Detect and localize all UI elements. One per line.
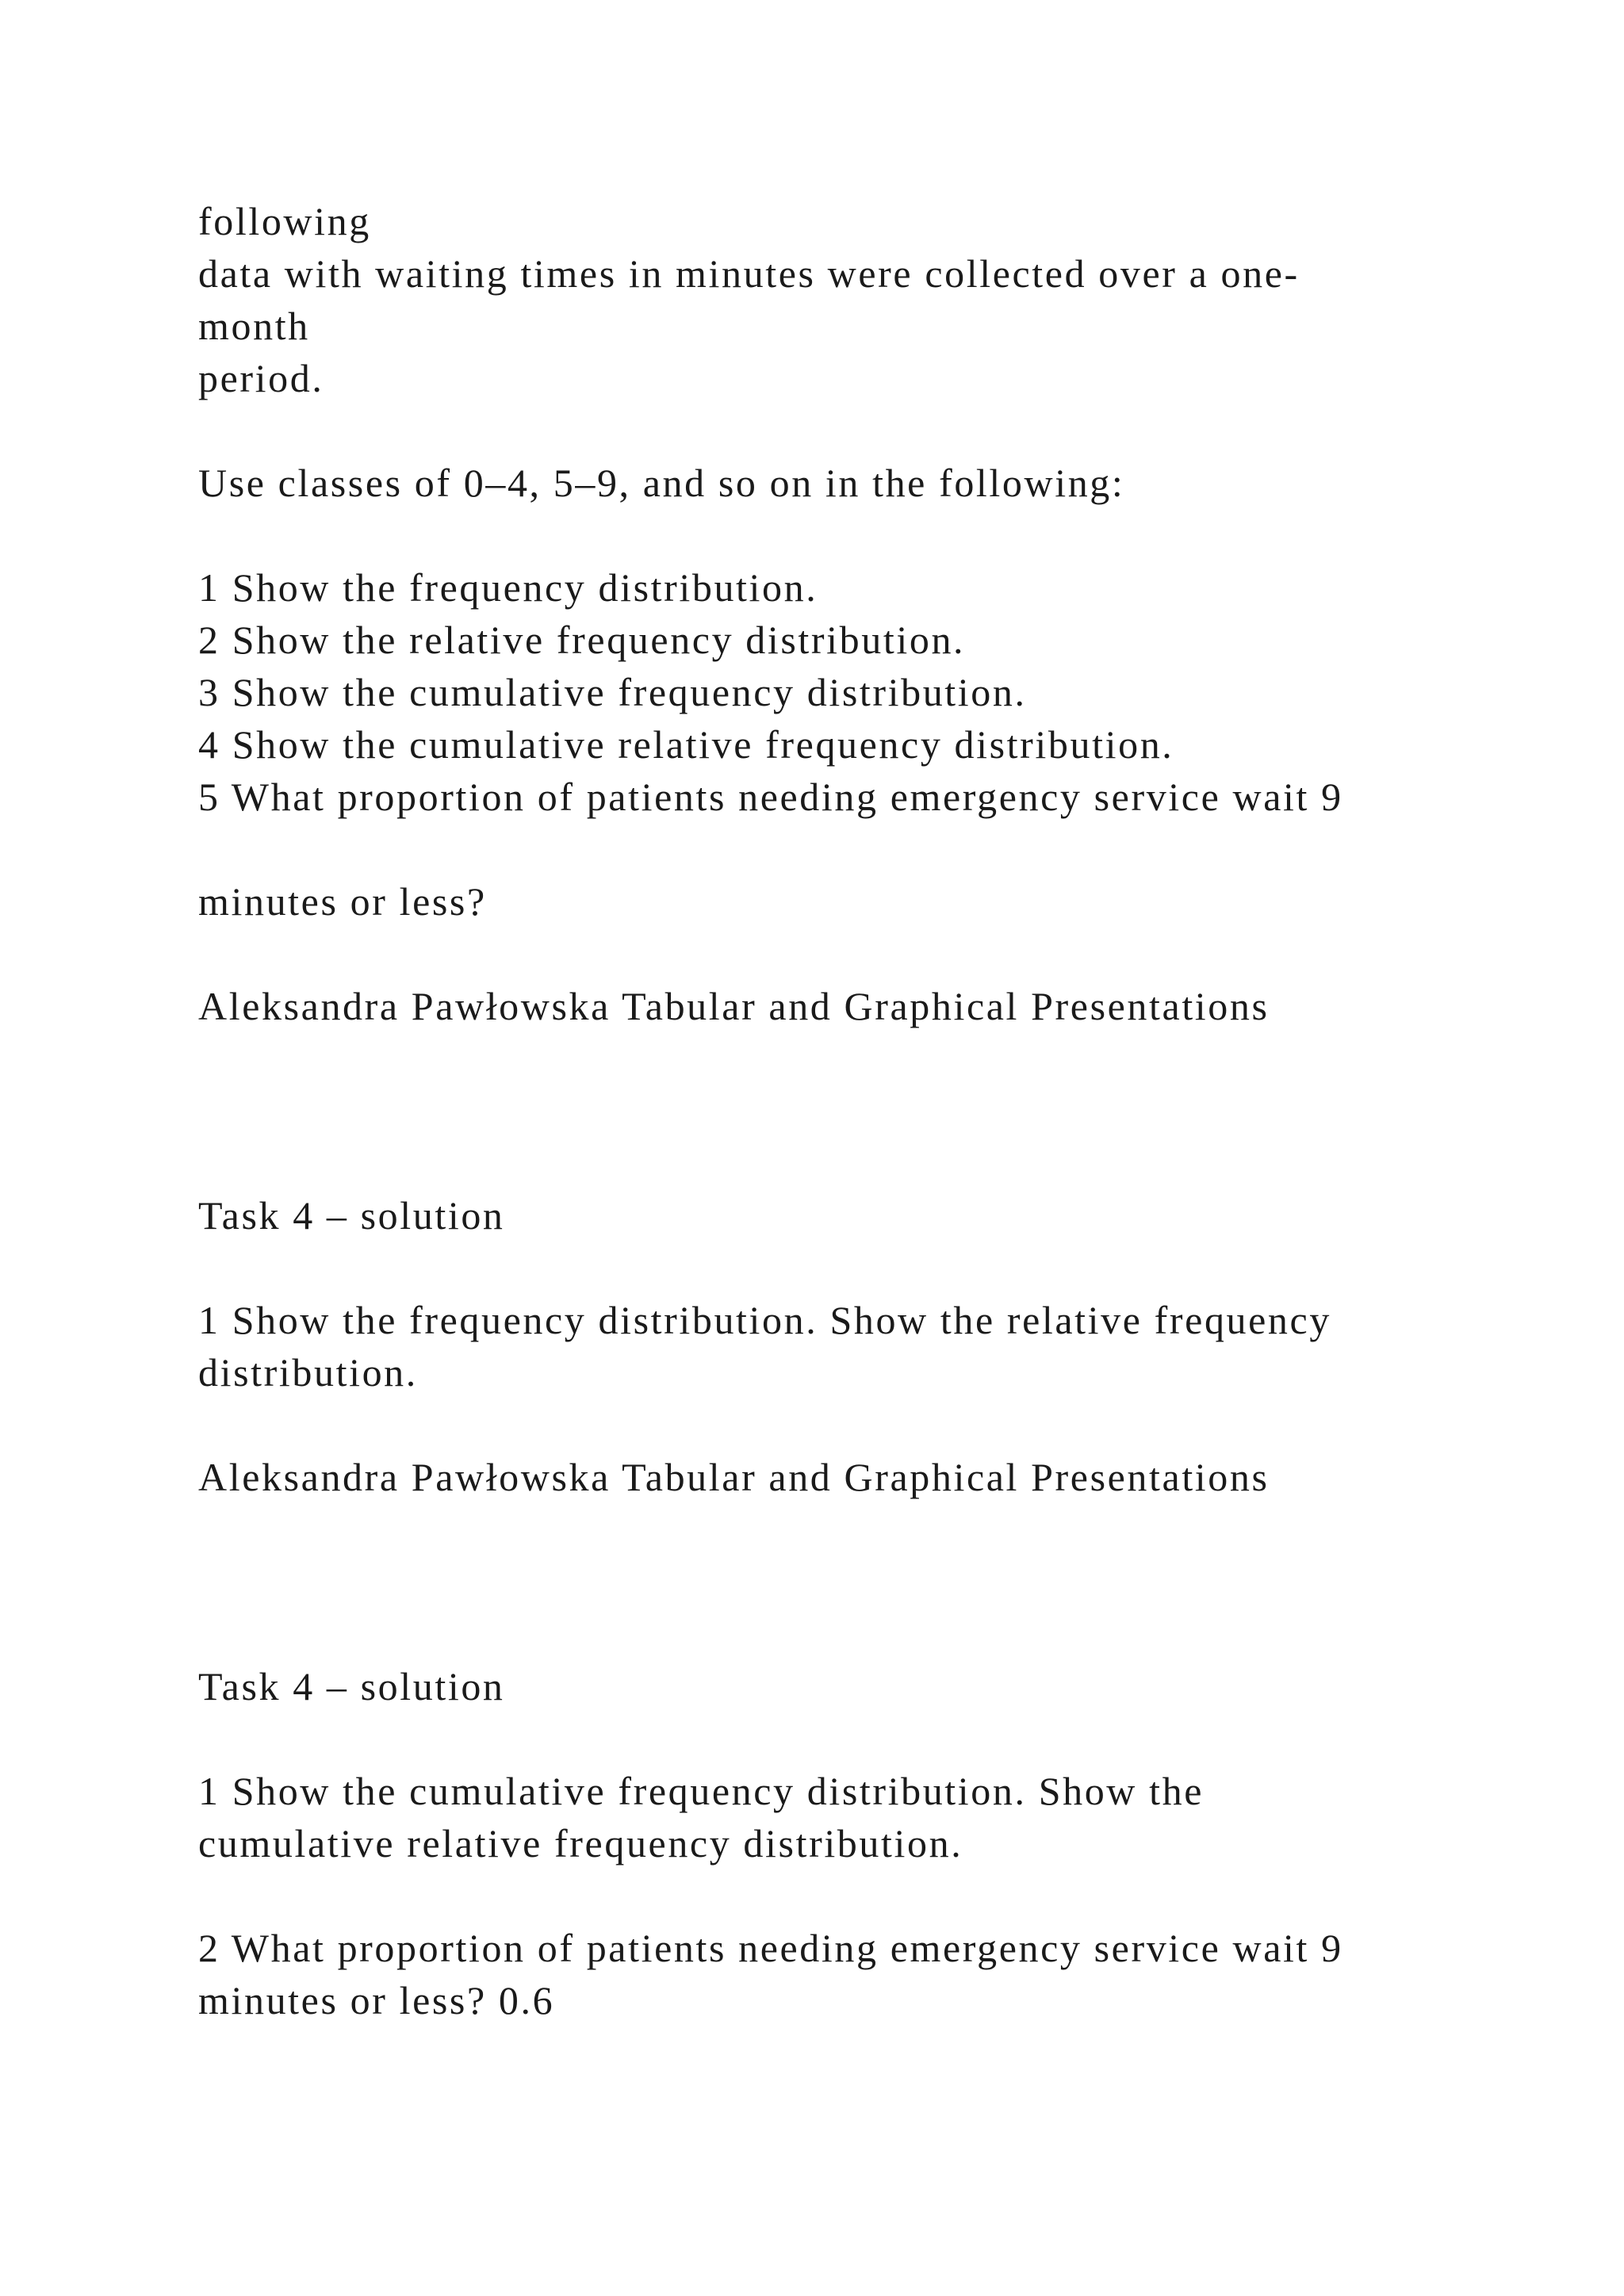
list-item: 1 Show the frequency distribution. — [198, 565, 818, 610]
text-line: following — [198, 199, 371, 243]
list-item: 4 Show the cumulative relative frequency distribution. — [198, 722, 1174, 767]
text-line: cumulative relative frequency distribution. — [198, 1821, 963, 1866]
footer-text: Aleksandra Pawłowska Tabular and Graphical Presentations — [198, 1455, 1270, 1499]
text-line: Use classes of 0–4, 5–9, and so on in the following: — [198, 461, 1125, 505]
text-line: data with waiting times in minutes were collected over a one- — [198, 251, 1300, 296]
list-item: 2 Show the relative frequency distribution. — [198, 618, 966, 662]
text-line: 2 What proportion of patients needing emergency service wait 9 — [198, 1926, 1343, 1970]
text-line: 1 Show the frequency distribution. Show the relative frequency — [198, 1298, 1331, 1342]
list-item: 3 Show the cumulative frequency distribution. — [198, 670, 1027, 714]
text-line: month — [198, 304, 310, 348]
footer-text: Aleksandra Pawłowska Tabular and Graphical Presentations — [198, 984, 1270, 1028]
text-line: distribution. — [198, 1350, 418, 1395]
text-line: minutes or less? — [198, 879, 487, 924]
text-line: period. — [198, 356, 324, 400]
list-item: 5 What proportion of patients needing emergency service wait 9 — [198, 775, 1343, 819]
section-heading: Task 4 – solution — [198, 1193, 505, 1238]
text-line: 1 Show the cumulative frequency distribution. Show the — [198, 1769, 1204, 1813]
text-line: minutes or less? 0.6 — [198, 1978, 555, 2022]
section-heading: Task 4 – solution — [198, 1664, 505, 1709]
